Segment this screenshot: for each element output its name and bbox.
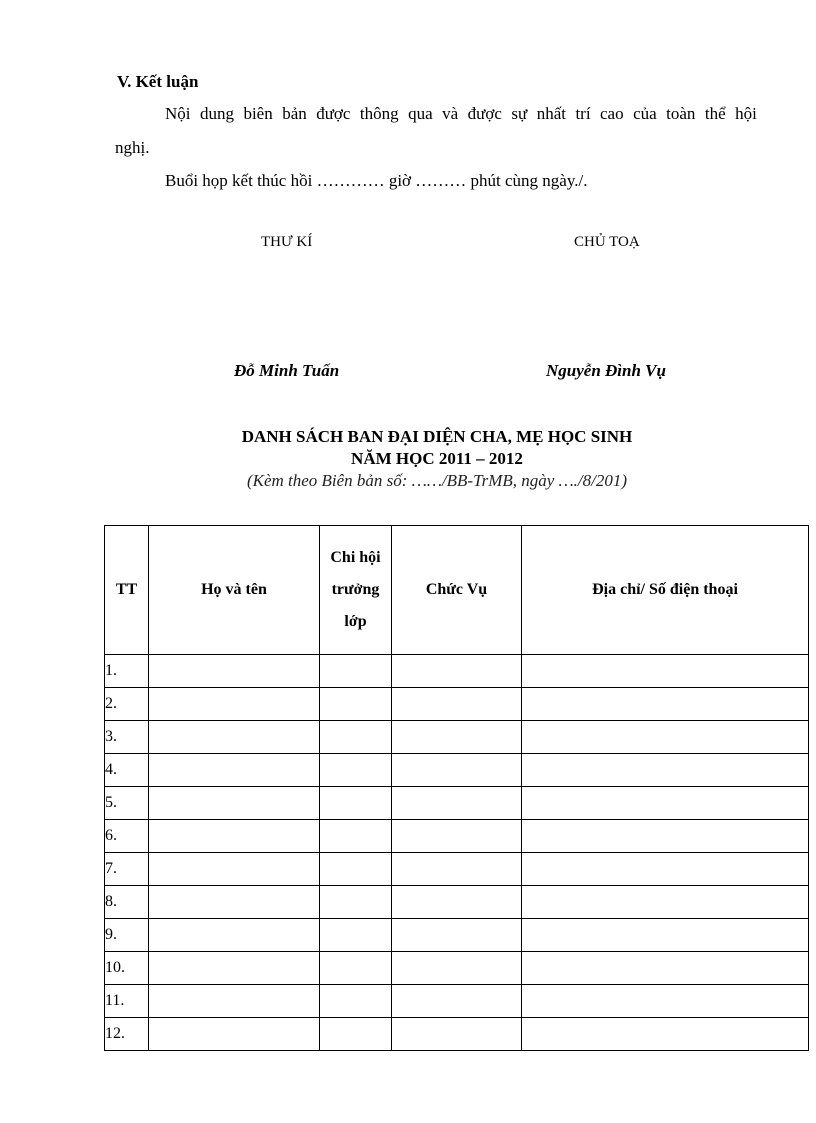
row-number: 10.: [105, 952, 149, 985]
table-row: [105, 985, 809, 1018]
branch-cell[interactable]: [320, 688, 392, 721]
contact-cell[interactable]: [522, 820, 809, 853]
paragraph-word: được: [316, 104, 351, 123]
paragraph-word: bản: [282, 104, 307, 123]
table-row: [105, 853, 809, 886]
chair-role: CHỦ TOẠ: [574, 234, 640, 250]
paragraph-word: trí: [575, 104, 591, 123]
position-cell[interactable]: [392, 853, 522, 886]
contact-cell[interactable]: [522, 985, 809, 1018]
position-cell[interactable]: [392, 820, 522, 853]
contact-cell[interactable]: [522, 655, 809, 688]
paragraph-word: biên: [243, 104, 273, 123]
position-cell[interactable]: [392, 886, 522, 919]
chair-name: Nguyễn Đình Vụ: [546, 361, 666, 380]
position-cell[interactable]: [392, 655, 522, 688]
row-number: 2.: [105, 688, 149, 721]
paragraph-word: thông: [359, 104, 399, 123]
conclusion-paragraph-1-end: nghị.: [115, 138, 150, 157]
paragraph-word: dung: [199, 104, 234, 123]
position-cell[interactable]: [392, 985, 522, 1018]
conclusion-paragraph-1: [165, 104, 757, 124]
name-cell[interactable]: [149, 754, 320, 787]
paragraph-word: nhất: [536, 104, 566, 123]
list-subtitle: (Kèm theo Biên bản số: ……/BB-TrMB, ngày …./8/201): [246, 471, 628, 490]
representatives-table: [104, 525, 809, 1051]
name-cell[interactable]: [149, 853, 320, 886]
secretary-role: THƯ KÍ: [261, 234, 313, 250]
list-title: DANH SÁCH BAN ĐẠI DIỆN CHA, MẸ HỌC SINH: [241, 427, 633, 446]
contact-cell[interactable]: [522, 886, 809, 919]
paragraph-word: của: [633, 104, 657, 123]
contact-cell[interactable]: [522, 952, 809, 985]
paragraph-word: sự: [511, 104, 528, 123]
name-cell[interactable]: [149, 985, 320, 1018]
table-header-row: [105, 526, 809, 655]
row-number: 5.: [105, 787, 149, 820]
paragraph-word: qua: [408, 104, 433, 123]
branch-cell[interactable]: [320, 886, 392, 919]
position-cell[interactable]: [392, 1018, 522, 1051]
row-number: 1.: [105, 655, 149, 688]
table-row: [105, 1018, 809, 1051]
paragraph-word: hội: [735, 104, 757, 123]
position-cell[interactable]: [392, 919, 522, 952]
contact-cell[interactable]: [522, 754, 809, 787]
name-cell[interactable]: [149, 721, 320, 754]
row-number: 9.: [105, 919, 149, 952]
branch-cell[interactable]: [320, 787, 392, 820]
paragraph-word: Nội: [165, 104, 191, 123]
table-row: [105, 820, 809, 853]
header-branch: Chi hội trưởng lớp: [320, 526, 392, 655]
branch-cell[interactable]: [320, 919, 392, 952]
branch-cell[interactable]: [320, 1018, 392, 1051]
row-number: 11.: [105, 985, 149, 1018]
table-row: [105, 688, 809, 721]
branch-cell[interactable]: [320, 820, 392, 853]
paragraph-word: và: [442, 104, 459, 123]
position-cell[interactable]: [392, 688, 522, 721]
contact-cell[interactable]: [522, 1018, 809, 1051]
name-cell[interactable]: [149, 688, 320, 721]
position-cell[interactable]: [392, 754, 522, 787]
list-year: NĂM HỌC 2011 – 2012: [351, 449, 523, 468]
paragraph-word: cao: [600, 104, 624, 123]
row-number: 6.: [105, 820, 149, 853]
name-cell[interactable]: [149, 919, 320, 952]
name-cell[interactable]: [149, 952, 320, 985]
paragraph-word: được: [467, 104, 502, 123]
table-row: [105, 886, 809, 919]
position-cell[interactable]: [392, 721, 522, 754]
header-name: Họ và tên: [149, 526, 320, 655]
branch-cell[interactable]: [320, 985, 392, 1018]
name-cell[interactable]: [149, 787, 320, 820]
table-row: [105, 721, 809, 754]
contact-cell[interactable]: [522, 853, 809, 886]
table-row: [105, 919, 809, 952]
table-row: [105, 655, 809, 688]
table-row: [105, 754, 809, 787]
row-number: 12.: [105, 1018, 149, 1051]
contact-cell[interactable]: [522, 919, 809, 952]
position-cell[interactable]: [392, 952, 522, 985]
row-number: 3.: [105, 721, 149, 754]
paragraph-word: toàn: [666, 104, 696, 123]
header-tt: TT: [105, 526, 149, 655]
table-row: [105, 952, 809, 985]
branch-cell[interactable]: [320, 952, 392, 985]
branch-cell[interactable]: [320, 853, 392, 886]
name-cell[interactable]: [149, 655, 320, 688]
branch-cell[interactable]: [320, 721, 392, 754]
table-row: [105, 787, 809, 820]
position-cell[interactable]: [392, 787, 522, 820]
name-cell[interactable]: [149, 820, 320, 853]
contact-cell[interactable]: [522, 688, 809, 721]
contact-cell[interactable]: [522, 721, 809, 754]
secretary-name: Đỗ Minh Tuấn: [234, 361, 340, 380]
row-number: 7.: [105, 853, 149, 886]
conclusion-paragraph-2: Buổi họp kết thúc hồi ………… giờ ……… phút cùng ngày./.: [165, 171, 588, 190]
branch-cell[interactable]: [320, 655, 392, 688]
paragraph-word: thể: [704, 104, 726, 123]
name-cell[interactable]: [149, 886, 320, 919]
header-contact: Địa chỉ/ Số điện thoại: [522, 526, 809, 655]
row-number: 8.: [105, 886, 149, 919]
section-heading: V. Kết luận: [117, 72, 199, 91]
header-position: Chức Vụ: [392, 526, 522, 655]
name-cell[interactable]: [149, 1018, 320, 1051]
branch-cell[interactable]: [320, 754, 392, 787]
contact-cell[interactable]: [522, 787, 809, 820]
row-number: 4.: [105, 754, 149, 787]
